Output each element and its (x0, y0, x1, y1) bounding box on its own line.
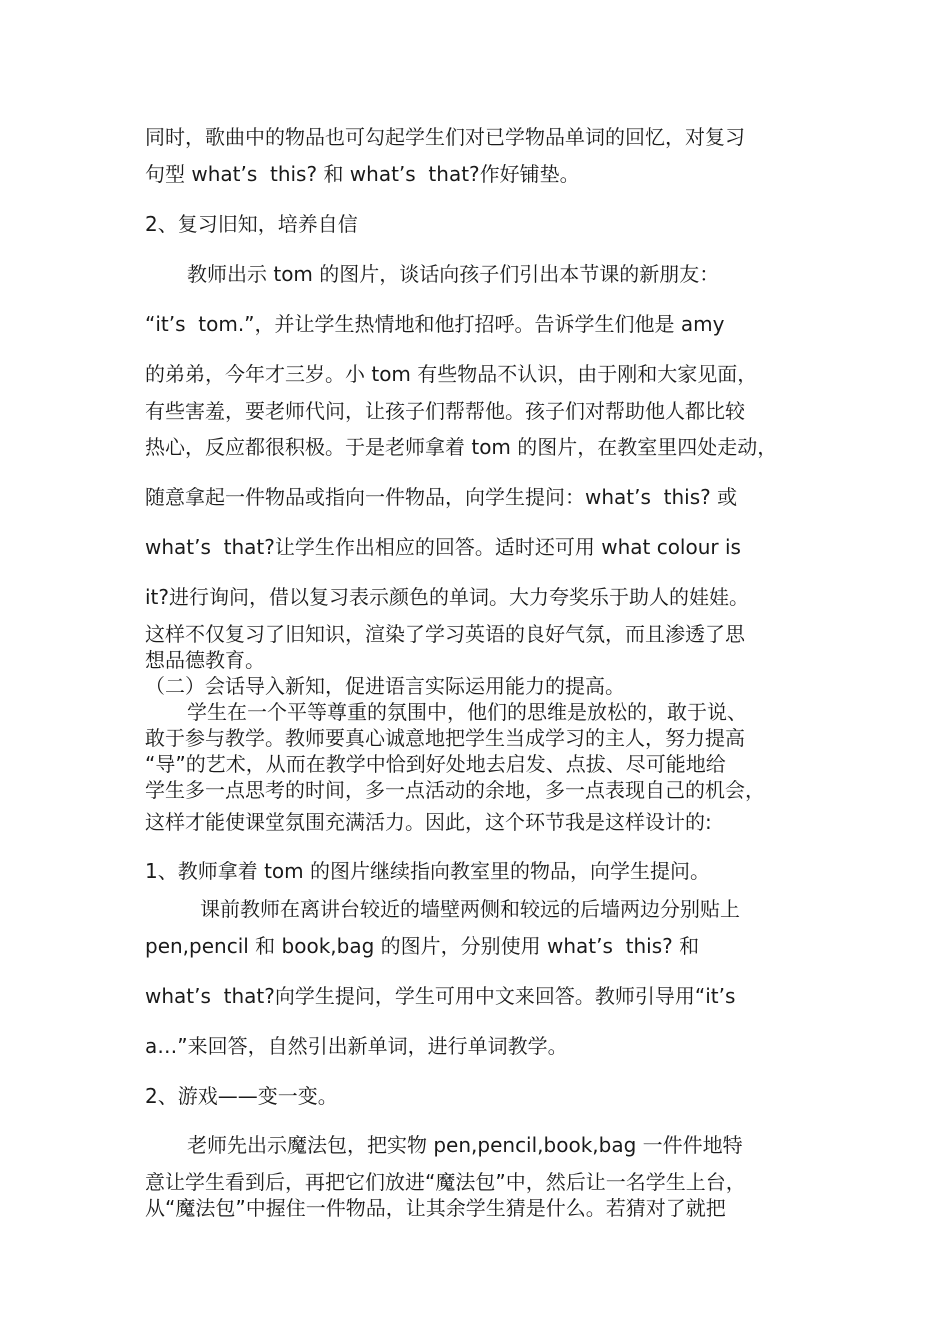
section-heading: 1、教师拿着 tom 的图片继续指向教室里的物品，向学生提问。 (145, 859, 710, 883)
text-line: 这样不仅复习了旧知识，渲染了学习英语的良好气氛，而且渗透了思 (145, 622, 745, 646)
text-line: pen,pencil 和 book,bag 的图片，分别使用 what’s this? 和 (145, 934, 700, 958)
section-heading: 2、游戏——变一变。 (145, 1084, 338, 1108)
text-line: what’s that?让学生作出相应的回答。适时还可用 what colour is (145, 535, 741, 559)
text-line: 有些害羞，要老师代问，让孩子们帮帮他。孩子们对帮助他人都比较 (145, 399, 745, 423)
section-heading: 2、复习旧知，培养自信 (145, 212, 358, 236)
section-heading: （二）会话导入新知，促进语言实际运用能力的提高。 (145, 674, 625, 698)
text-line: 这样才能使课堂氛围充满活力。因此，这个环节我是这样设计的: (145, 810, 712, 834)
text-line: 课前教师在离讲台较近的墙壁两侧和较远的后墙两边分别贴上 (200, 897, 740, 921)
text-line: 意让学生看到后，再把它们放进“魔法包”中，然后让一名学生上台， (145, 1170, 746, 1194)
text-line: 从“魔法包”中握住一件物品，让其余学生猜是什么。若猜对了就把 (145, 1196, 726, 1220)
text-line: 句型 what’s this? 和 what’s that?作好铺垫。 (145, 162, 580, 186)
text-line: 学生在一个平等尊重的氛围中，他们的思维是放松的，敢于说、 (187, 700, 747, 724)
text-line: 敢于参与教学。教师要真心诚意地把学生当成学习的主人，努力提高 (145, 726, 745, 750)
text-line: a…”来回答，自然引出新单词，进行单词教学。 (145, 1034, 568, 1058)
text-line: 同时，歌曲中的物品也可勾起学生们对已学物品单词的回忆，对复习 (145, 125, 745, 149)
text-line: 随意拿起一件物品或指向一件物品，向学生提问：what’s this? 或 (145, 485, 738, 509)
text-line: 学生多一点思考的时间，多一点活动的余地，多一点表现自己的机会， (145, 778, 765, 802)
text-line: 的弟弟，今年才三岁。小 tom 有些物品不认识，由于刚和大家见面， (145, 362, 758, 386)
text-line: “it’s tom.”，并让学生热情地和他打招呼。告诉学生们他是 amy (145, 312, 725, 336)
text-line: 教师出示 tom 的图片，谈话向孩子们引出本节课的新朋友： (187, 262, 720, 286)
text-line: it?进行询问，借以复习表示颜色的单词。大力夸奖乐于助人的娃娃。 (145, 585, 750, 609)
text-line: 想品德教育。 (145, 648, 265, 672)
text-line: what’s that?向学生提问，学生可用中文来回答。教师引导用“it’s (145, 984, 736, 1008)
text-line: 热心，反应都很积极。于是老师拿着 tom 的图片，在教室里四处走动， (145, 435, 778, 459)
text-line: 老师先出示魔法包，把实物 pen,pencil,book,bag 一件件地特 (187, 1133, 743, 1157)
text-line: “导”的艺术，从而在教学中恰到好处地去启发、点拔、尽可能地给 (145, 752, 726, 776)
